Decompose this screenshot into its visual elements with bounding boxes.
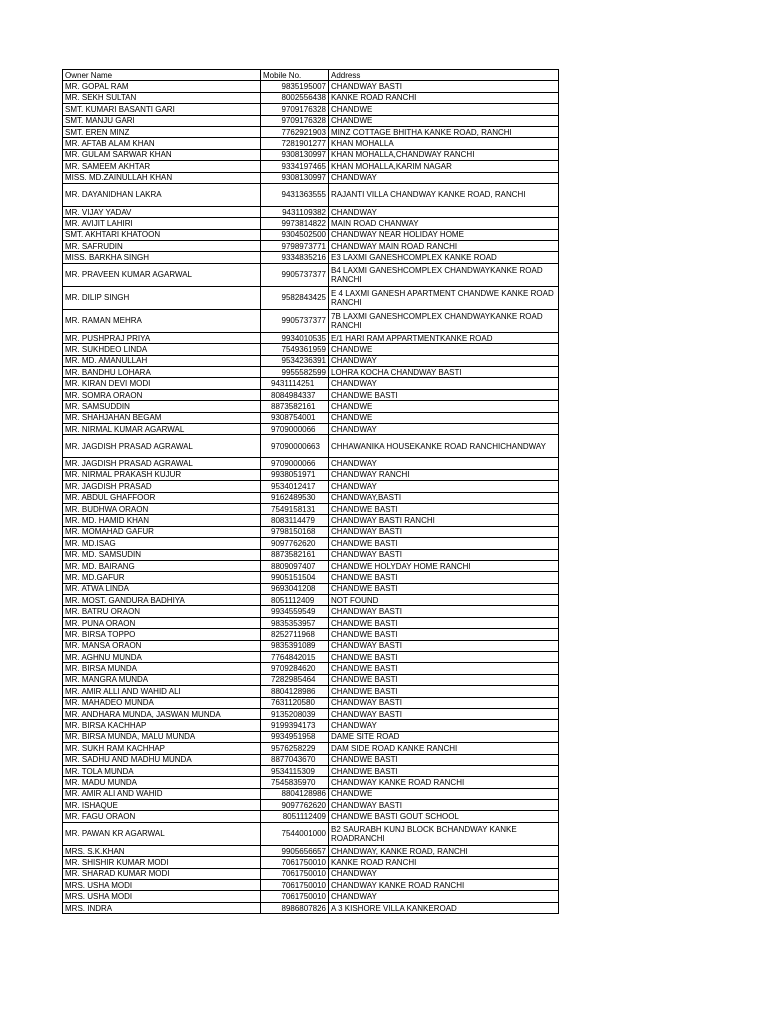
owner-name-cell: MR. SAMEEM AKHTAR (63, 161, 261, 172)
mobile-no-cell: 9798150168 (261, 526, 329, 537)
mobile-no-cell: 9973814822 (261, 218, 329, 229)
mobile-no-cell: 8986807826 (261, 902, 329, 913)
mobile-no-cell: 9709176328 (261, 104, 329, 115)
owner-name-cell: SMT. KUMARI BASANTI GARI (63, 104, 261, 115)
table-row (63, 572, 559, 583)
mobile-no-cell: 9934951958 (261, 731, 329, 742)
table-row (63, 332, 559, 343)
address-cell: A 3 KISHORE VILLA KANKEROAD (329, 902, 559, 913)
mobile-no-cell: 7544001000 (261, 822, 329, 845)
table-row (63, 412, 559, 423)
owner-name-cell: MR. AMIR ALI AND WAHID (63, 788, 261, 799)
mobile-no-cell: 7762921903 (261, 126, 329, 137)
mobile-no-cell: 8804128986 (261, 686, 329, 697)
mobile-no-cell: 7549158131 (261, 503, 329, 514)
owner-name-cell: MR. KIRAN DEVI MODI (63, 378, 261, 389)
address-cell: E 4 LAXMI GANESH APARTMENT CHANDWE KANKE ROAD RANCHI (329, 286, 559, 309)
address-cell: KANKE ROAD RANCHI (329, 857, 559, 868)
owner-name-cell: MRS. USHA MODI (63, 880, 261, 891)
owner-name-cell: MR. MADU MUNDA (63, 777, 261, 788)
address-cell: CHANDWE (329, 115, 559, 126)
owner-name-cell: MRS. INDRA (63, 902, 261, 913)
mobile-no-cell: 9938051971 (261, 469, 329, 480)
owner-name-cell: MR. AMIR ALLI AND WAHID ALI (63, 686, 261, 697)
table-row (63, 138, 559, 149)
address-cell: CHANDWE BASTI (329, 617, 559, 628)
owner-name-cell: MISS. BARKHA SINGH (63, 252, 261, 263)
header-owner-name: Owner Name (63, 70, 261, 81)
address-cell: CHANDWAY,BASTI (329, 492, 559, 503)
table-row (63, 891, 559, 902)
table-row (63, 161, 559, 172)
owner-name-cell: MR. SHARAD KUMAR MODI (63, 868, 261, 879)
owner-table (62, 69, 559, 914)
table-row (63, 309, 559, 332)
mobile-no-cell: 8084984337 (261, 389, 329, 400)
table-row (63, 880, 559, 891)
table-row (63, 183, 559, 206)
mobile-no-cell: 9709284620 (261, 663, 329, 674)
mobile-no-cell: 9835353957 (261, 617, 329, 628)
table-row (63, 845, 559, 856)
table-row (63, 720, 559, 731)
mobile-no-cell: 9798973771 (261, 241, 329, 252)
table-row (63, 104, 559, 115)
mobile-no-cell: 9934559549 (261, 606, 329, 617)
owner-name-cell: MR. JAGDISH PRASAD AGRAWAL (63, 435, 261, 458)
header-row (63, 70, 559, 81)
table-row (63, 822, 559, 845)
owner-name-cell: MR. PAWAN KR AGARWAL (63, 822, 261, 845)
address-cell: CHANDWE BASTI (329, 629, 559, 640)
table-row (63, 674, 559, 685)
address-cell: KHAN MOHALLA,CHANDWAY RANCHI (329, 149, 559, 160)
owner-name-cell: MR. NIRMAL PRAKASH KUJUR (63, 469, 261, 480)
address-cell: CHANDWE (329, 412, 559, 423)
owner-name-cell: MR. SUKH RAM KACHHAP (63, 743, 261, 754)
table-row (63, 435, 559, 458)
owner-name-cell: MR. SADHU AND MADHU MUNDA (63, 754, 261, 765)
mobile-no-cell: 9534236391 (261, 355, 329, 366)
owner-name-cell: MR. BANDHU LOHARA (63, 367, 261, 378)
table-row (63, 263, 559, 286)
mobile-no-cell: 9709176328 (261, 115, 329, 126)
address-cell: CHANDWE (329, 104, 559, 115)
address-cell: CHANDWAY BASTI (329, 708, 559, 719)
mobile-no-cell: 8873582161 (261, 401, 329, 412)
owner-name-cell: MR. ABDUL GHAFFOOR (63, 492, 261, 503)
mobile-no-cell: 8877043670 (261, 754, 329, 765)
owner-name-cell: MR. ATWA LINDA (63, 583, 261, 594)
address-cell: DAM SIDE ROAD KANKE RANCHI (329, 743, 559, 754)
owner-name-cell: MR. NIRMAL KUMAR AGARWAL (63, 423, 261, 434)
table-row (63, 560, 559, 571)
mobile-no-cell: 7549361959 (261, 344, 329, 355)
owner-name-cell: MR. MD.GAFUR (63, 572, 261, 583)
table-row (63, 765, 559, 776)
table-row (63, 652, 559, 663)
address-cell: CHANDWAY (329, 378, 559, 389)
table-row (63, 754, 559, 765)
owner-name-cell: MR. BIRSA MUNDA (63, 663, 261, 674)
address-cell: CHANDWE HOLYDAY HOME RANCHI (329, 560, 559, 571)
table-row (63, 252, 559, 263)
table-row (63, 868, 559, 879)
address-cell: CHANDWE BASTI (329, 652, 559, 663)
table-row (63, 401, 559, 412)
address-cell: B2 SAURABH KUNJ BLOCK BCHANDWAY KANKE ROADRANCHI (329, 822, 559, 845)
table-row (63, 423, 559, 434)
address-cell: CHANDWE BASTI (329, 765, 559, 776)
table-row (63, 902, 559, 913)
mobile-no-cell: 9199394173 (261, 720, 329, 731)
mobile-no-cell: 7281901277 (261, 138, 329, 149)
mobile-no-cell: 8002556438 (261, 92, 329, 103)
address-cell: CHANDWE BASTI (329, 663, 559, 674)
owner-name-cell: MR. SOMRA ORAON (63, 389, 261, 400)
mobile-no-cell: 8083114479 (261, 515, 329, 526)
mobile-no-cell: 9709000066 (261, 458, 329, 469)
table-row (63, 811, 559, 822)
mobile-no-cell: 8809097407 (261, 560, 329, 571)
owner-name-cell: MRS. USHA MODI (63, 891, 261, 902)
address-cell: 7B LAXMI GANESHCOMPLEX CHANDWAYKANKE ROAD RANCHI (329, 309, 559, 332)
mobile-no-cell: 9955582599 (261, 367, 329, 378)
mobile-no-cell: 7061750010 (261, 857, 329, 868)
address-cell: CHANDWAY (329, 423, 559, 434)
owner-name-cell: MR. MANSA ORAON (63, 640, 261, 651)
address-cell: MINZ COTTAGE BHITHA KANKE ROAD, RANCHI (329, 126, 559, 137)
mobile-no-cell: 7061750010 (261, 880, 329, 891)
mobile-no-cell: 7631120580 (261, 697, 329, 708)
table-row (63, 218, 559, 229)
owner-name-cell: MR. AGHNU MUNDA (63, 652, 261, 663)
mobile-no-cell: 9431363555 (261, 183, 329, 206)
address-cell: LOHRA KOCHA CHANDWAY BASTI (329, 367, 559, 378)
mobile-no-cell: 9097762620 (261, 800, 329, 811)
table-row (63, 206, 559, 217)
table-row (63, 172, 559, 183)
owner-name-cell: MR. FAGU ORAON (63, 811, 261, 822)
address-cell: KHAN MOHALLA,KARIM NAGAR (329, 161, 559, 172)
address-cell: CHANDWAY (329, 720, 559, 731)
address-cell: CHANDWE BASTI (329, 754, 559, 765)
mobile-no-cell: 9308130997 (261, 172, 329, 183)
owner-name-cell: MR. MD. HAMID KHAN (63, 515, 261, 526)
mobile-no-cell: 7061750010 (261, 868, 329, 879)
address-cell: KANKE ROAD RANCHI (329, 92, 559, 103)
table-row (63, 126, 559, 137)
owner-name-cell: MR. BIRSA TOPPO (63, 629, 261, 640)
address-cell: CHHAWANIKA HOUSEKANKE ROAD RANCHICHANDWAY (329, 435, 559, 458)
owner-name-cell: MR. PRAVEEN KUMAR AGARWAL (63, 263, 261, 286)
owner-name-cell: MR. ANDHARA MUNDA, JASWAN MUNDA (63, 708, 261, 719)
table-row (63, 344, 559, 355)
mobile-no-cell: 9905656657 (261, 845, 329, 856)
table-row (63, 697, 559, 708)
owner-name-cell: MR. PUNA ORAON (63, 617, 261, 628)
mobile-no-cell: 7282985464 (261, 674, 329, 685)
address-cell: B4 LAXMI GANESHCOMPLEX CHANDWAYKANKE ROAD RANCHI (329, 263, 559, 286)
address-cell: NOT FOUND (329, 595, 559, 606)
table-row (63, 743, 559, 754)
owner-name-cell: MR. SUKHDEO LINDA (63, 344, 261, 355)
mobile-no-cell: 9905151504 (261, 572, 329, 583)
address-cell: CHANDWAY KANKE ROAD RANCHI (329, 880, 559, 891)
mobile-no-cell: 7545835970 (261, 777, 329, 788)
owner-name-cell: MR. MOST. GANDURA BADHIYA (63, 595, 261, 606)
table-row (63, 526, 559, 537)
table-row (63, 503, 559, 514)
owner-name-cell: MR. DAYANIDHAN LAKRA (63, 183, 261, 206)
mobile-no-cell: 9534012417 (261, 481, 329, 492)
address-cell: CHANDWAY BASTI (329, 526, 559, 537)
address-cell: CHANDWAY RANCHI (329, 469, 559, 480)
address-cell: CHANDWE BASTI (329, 503, 559, 514)
owner-name-cell: SMT. EREN MINZ (63, 126, 261, 137)
table-row (63, 617, 559, 628)
table-row (63, 708, 559, 719)
owner-name-cell: MR. PUSHPRAJ PRIYA (63, 332, 261, 343)
owner-name-cell: MR. MANGRA MUNDA (63, 674, 261, 685)
table-row (63, 115, 559, 126)
address-cell: CHANDWAY, KANKE ROAD, RANCHI (329, 845, 559, 856)
address-cell: CHANDWAY (329, 481, 559, 492)
mobile-no-cell: 9308130997 (261, 149, 329, 160)
owner-name-cell: MR. ISHAQUE (63, 800, 261, 811)
mobile-no-cell: 8252711968 (261, 629, 329, 640)
address-cell: CHANDWAY (329, 172, 559, 183)
mobile-no-cell: 9308754001 (261, 412, 329, 423)
table-row (63, 549, 559, 560)
mobile-no-cell: 9835195007 (261, 81, 329, 92)
address-cell: CHANDWE (329, 344, 559, 355)
address-cell: CHANDWAY (329, 868, 559, 879)
address-cell: CHANDWAY (329, 206, 559, 217)
owner-name-cell: MR. DILIP SINGH (63, 286, 261, 309)
address-cell: MAIN ROAD CHANWAY (329, 218, 559, 229)
table-row (63, 355, 559, 366)
address-cell: CHANDWE (329, 401, 559, 412)
table-row (63, 788, 559, 799)
address-cell: KHAN MOHALLA (329, 138, 559, 149)
mobile-no-cell: 9835391089 (261, 640, 329, 651)
table-row (63, 481, 559, 492)
address-cell: DAME SITE ROAD (329, 731, 559, 742)
table-row (63, 800, 559, 811)
table-row (63, 367, 559, 378)
table-row (63, 640, 559, 651)
header-address: Address (329, 70, 559, 81)
address-cell: E3 LAXMI GANESHCOMPLEX KANKE ROAD (329, 252, 559, 263)
address-cell: CHANDWAY BASTI RANCHI (329, 515, 559, 526)
owner-name-cell: MR. TOLA MUNDA (63, 765, 261, 776)
table-row (63, 241, 559, 252)
table-row (63, 595, 559, 606)
address-cell: CHANDWE BASTI GOUT SCHOOL (329, 811, 559, 822)
table-row (63, 458, 559, 469)
owner-name-cell: MR. MAHADEO MUNDA (63, 697, 261, 708)
owner-name-cell: MISS. MD.ZAINULLAH KHAN (63, 172, 261, 183)
mobile-no-cell: 9304502500 (261, 229, 329, 240)
owner-name-cell: MR. GULAM SARWAR KHAN (63, 149, 261, 160)
owner-name-cell: MR. RAMAN MEHRA (63, 309, 261, 332)
owner-name-cell: MR. BATRU ORAON (63, 606, 261, 617)
address-cell: CHANDWE BASTI (329, 572, 559, 583)
table-row (63, 92, 559, 103)
table-row (63, 492, 559, 503)
table-row (63, 149, 559, 160)
address-cell: E/1 HARI RAM APPARTMENTKANKE ROAD (329, 332, 559, 343)
mobile-no-cell: 9934010535 (261, 332, 329, 343)
address-cell: CHANDWAY BASTI (329, 800, 559, 811)
mobile-no-cell: 9334835216 (261, 252, 329, 263)
owner-name-cell: MR. MD. AMANULLAH (63, 355, 261, 366)
owner-name-cell: MR. AVIJIT LAHIRI (63, 218, 261, 229)
mobile-no-cell: 9709000066 (261, 423, 329, 434)
table-row (63, 731, 559, 742)
mobile-no-cell: 9097762620 (261, 538, 329, 549)
mobile-no-cell: 8804128986 (261, 788, 329, 799)
table-row (63, 629, 559, 640)
address-cell: CHANDWE BASTI (329, 583, 559, 594)
address-cell: CHANDWAY (329, 355, 559, 366)
mobile-no-cell: 9582843425 (261, 286, 329, 309)
table-row (63, 663, 559, 674)
mobile-no-cell: 8873582161 (261, 549, 329, 560)
address-cell: CHANDWAY MAIN ROAD RANCHI (329, 241, 559, 252)
table-row (63, 229, 559, 240)
table-row (63, 378, 559, 389)
mobile-no-cell: 8051112409 (261, 811, 329, 822)
address-cell: CHANDWE (329, 788, 559, 799)
owner-name-cell: MR. MD. SAMSUDIN (63, 549, 261, 560)
owner-name-cell: SMT. AKHTARI KHATOON (63, 229, 261, 240)
table-row (63, 515, 559, 526)
owner-name-cell: MR. SHAHJAHAN BEGAM (63, 412, 261, 423)
address-cell: CHANDWAY BASTI (329, 606, 559, 617)
owner-name-cell: MR. SAFRUDIN (63, 241, 261, 252)
address-cell: CHANDWAY BASTI (329, 640, 559, 651)
owner-name-cell: SMT. MANJU GARI (63, 115, 261, 126)
address-cell: CHANDWE BASTI (329, 674, 559, 685)
table-row (63, 469, 559, 480)
address-cell: CHANDWAY (329, 458, 559, 469)
owner-name-cell: MR. SHISHIR KUMAR MODI (63, 857, 261, 868)
mobile-no-cell: 9334197465 (261, 161, 329, 172)
owner-name-cell: MR. AFTAB ALAM KHAN (63, 138, 261, 149)
address-cell: CHANDWAY BASTI (329, 697, 559, 708)
owner-name-cell: MR. BIRSA MUNDA, MALU MUNDA (63, 731, 261, 742)
mobile-no-cell: 9135208039 (261, 708, 329, 719)
mobile-no-cell: 8051112409 (261, 595, 329, 606)
address-cell: CHANDWAY BASTI (329, 549, 559, 560)
table-row (63, 389, 559, 400)
table-row (63, 81, 559, 92)
mobile-no-cell: 9905737377 (261, 263, 329, 286)
owner-name-cell: MR. SAMSUDDIN (63, 401, 261, 412)
owner-name-cell: MR. SEKH SULTAN (63, 92, 261, 103)
address-cell: CHANDWE BASTI (329, 389, 559, 400)
address-cell: CHANDWE BASTI (329, 538, 559, 549)
owner-name-cell: MR. MD.ISAG (63, 538, 261, 549)
owner-name-cell: MR. MOMAHAD GAFUR (63, 526, 261, 537)
address-cell: CHANDWAY BASTI (329, 81, 559, 92)
address-cell: CHANDWAY KANKE ROAD RANCHI (329, 777, 559, 788)
mobile-no-cell: 9576258229 (261, 743, 329, 754)
owner-name-cell: MR. BUDHWA ORAON (63, 503, 261, 514)
mobile-no-cell: 97090000663 (261, 435, 329, 458)
table-row (63, 583, 559, 594)
address-cell: CHANDWAY NEAR HOLIDAY HOME (329, 229, 559, 240)
table-row (63, 606, 559, 617)
table-row (63, 686, 559, 697)
mobile-no-cell: 9162489530 (261, 492, 329, 503)
header-mobile-no: Mobile No. (261, 70, 329, 81)
mobile-no-cell: 9534115309 (261, 765, 329, 776)
mobile-no-cell: 9431109382 (261, 206, 329, 217)
mobile-no-cell: 9693041208 (261, 583, 329, 594)
table-row (63, 286, 559, 309)
owner-name-cell: MR. BIRSA KACHHAP (63, 720, 261, 731)
table-row (63, 857, 559, 868)
mobile-no-cell: 7061750010 (261, 891, 329, 902)
mobile-no-cell: 9905737377 (261, 309, 329, 332)
owner-name-cell: MR. GOPAL RAM (63, 81, 261, 92)
address-cell: CHANDWE BASTI (329, 686, 559, 697)
owner-name-cell: MRS. S.K.KHAN (63, 845, 261, 856)
table-row (63, 777, 559, 788)
table-row (63, 538, 559, 549)
address-cell: CHANDWAY (329, 891, 559, 902)
mobile-no-cell: 9431114251 (261, 378, 329, 389)
owner-name-cell: MR. MD. BAIRANG (63, 560, 261, 571)
address-cell: RAJANTI VILLA CHANDWAY KANKE ROAD, RANCHI (329, 183, 559, 206)
owner-name-cell: MR. JAGDISH PRASAD AGRAWAL (63, 458, 261, 469)
owner-name-cell: MR. VIJAY YADAV (63, 206, 261, 217)
owner-name-cell: MR. JAGDISH PRASAD (63, 481, 261, 492)
mobile-no-cell: 7764842015 (261, 652, 329, 663)
